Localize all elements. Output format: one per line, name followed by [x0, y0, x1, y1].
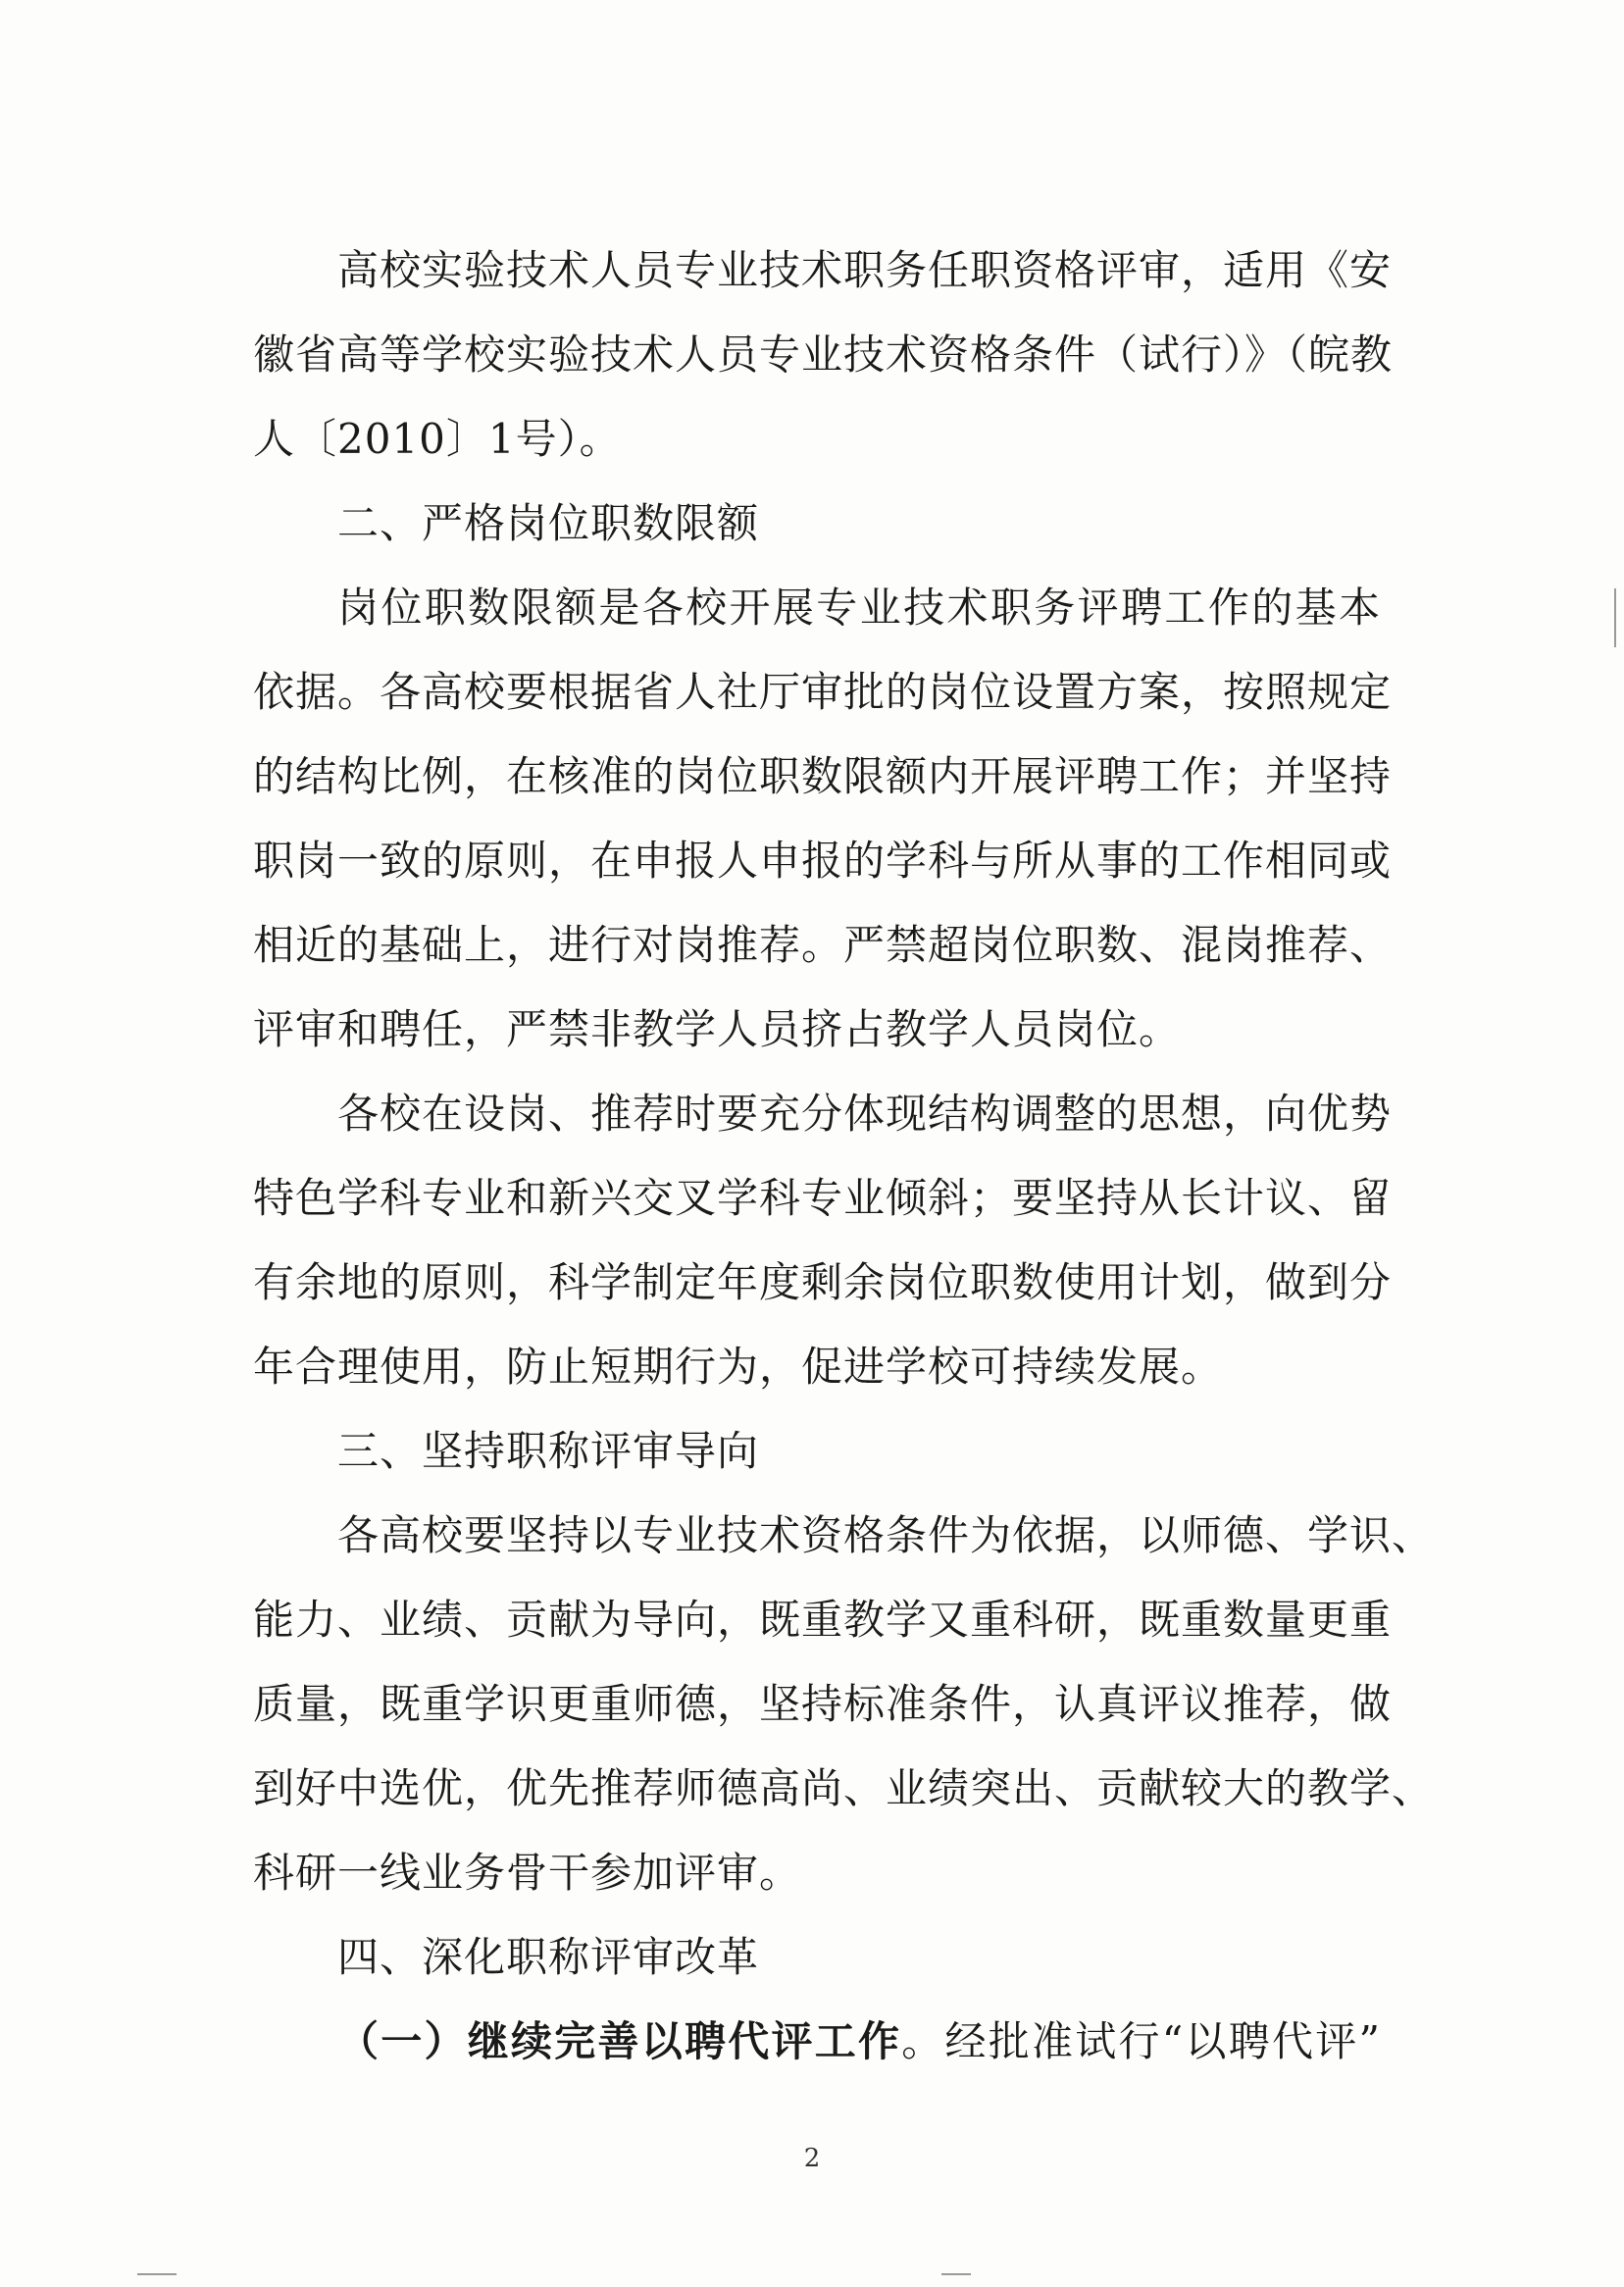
- section-heading-3: 三、坚持职称评审导向: [337, 1427, 760, 1475]
- paragraph-2-line-3: 的结构比例，在核准的岗位职数限额内开展评聘工作；并坚持: [253, 752, 1393, 800]
- paragraph-3-line-4: 年合理使用，防止短期行为，促进学校可持续发展。: [253, 1343, 1224, 1391]
- paragraph-4-line-4: 到好中选优，优先推荐师德高尚、业绩突出、贡献较大的教学、: [253, 1764, 1435, 1812]
- scan-edge-mark: [137, 2273, 177, 2275]
- paragraph-4-line-3: 质量，既重学识更重师德，坚持标准条件，认真评议推荐，做: [253, 1680, 1393, 1728]
- subheading-1-text: 。经批准试行“以聘代评”: [901, 2017, 1381, 2065]
- section-heading-2: 二、严格岗位职数限额: [337, 499, 760, 547]
- paragraph-2-line-6: 评审和聘任，严禁非教学人员挤占教学人员岗位。: [253, 1005, 1182, 1053]
- paragraph-4-line-5: 科研一线业务骨干参加评审。: [253, 1849, 802, 1897]
- paragraph-2-line-4: 职岗一致的原则，在申报人申报的学科与所从事的工作相同或: [253, 837, 1393, 885]
- section-heading-4: 四、深化职称评审改革: [337, 1933, 760, 1981]
- page-number: 2: [803, 2144, 821, 2173]
- paragraph-3-line-1: 各校在设岗、推荐时要充分体现结构调整的思想，向优势: [337, 1090, 1393, 1138]
- paragraph-2-line-1: 岗位职数限额是各校开展专业技术职务评聘工作的基本: [337, 584, 1381, 632]
- subheading-1-title: （一）继续完善以聘代评工作: [337, 2017, 902, 2065]
- paragraph-1-line-3: 人〔2010〕1号）。: [253, 415, 622, 463]
- paragraph-3-line-2: 特色学科专业和新兴交叉学科专业倾斜；要坚持从长计议、留: [253, 1174, 1393, 1222]
- paragraph-4-line-1: 各高校要坚持以专业技术资格条件为依据，以师德、学识、: [337, 1511, 1435, 1559]
- scan-edge-mark: [1614, 588, 1616, 647]
- scan-edge-mark: [941, 2273, 971, 2275]
- paragraph-2-line-5: 相近的基础上，进行对岗推荐。严禁超岗位职数、混岗推荐、: [253, 921, 1393, 969]
- paragraph-3-line-3: 有余地的原则，科学制定年度剩余岗位职数使用计划，做到分: [253, 1258, 1393, 1306]
- paragraph-1-line-2: 徽省高等学校实验技术人员专业技术资格条件（试行）》（皖教: [253, 330, 1394, 379]
- paragraph-4-line-2: 能力、业绩、贡献为导向，既重教学又重科研，既重数量更重: [253, 1596, 1393, 1644]
- subheading-1: [337, 2003, 1381, 2081]
- paragraph-1-line-1: 高校实验技术人员专业技术职务任职资格评审，适用《安: [337, 246, 1393, 294]
- paragraph-2-line-2: 依据。各高校要根据省人社厅审批的岗位设置方案，按照规定: [253, 668, 1393, 716]
